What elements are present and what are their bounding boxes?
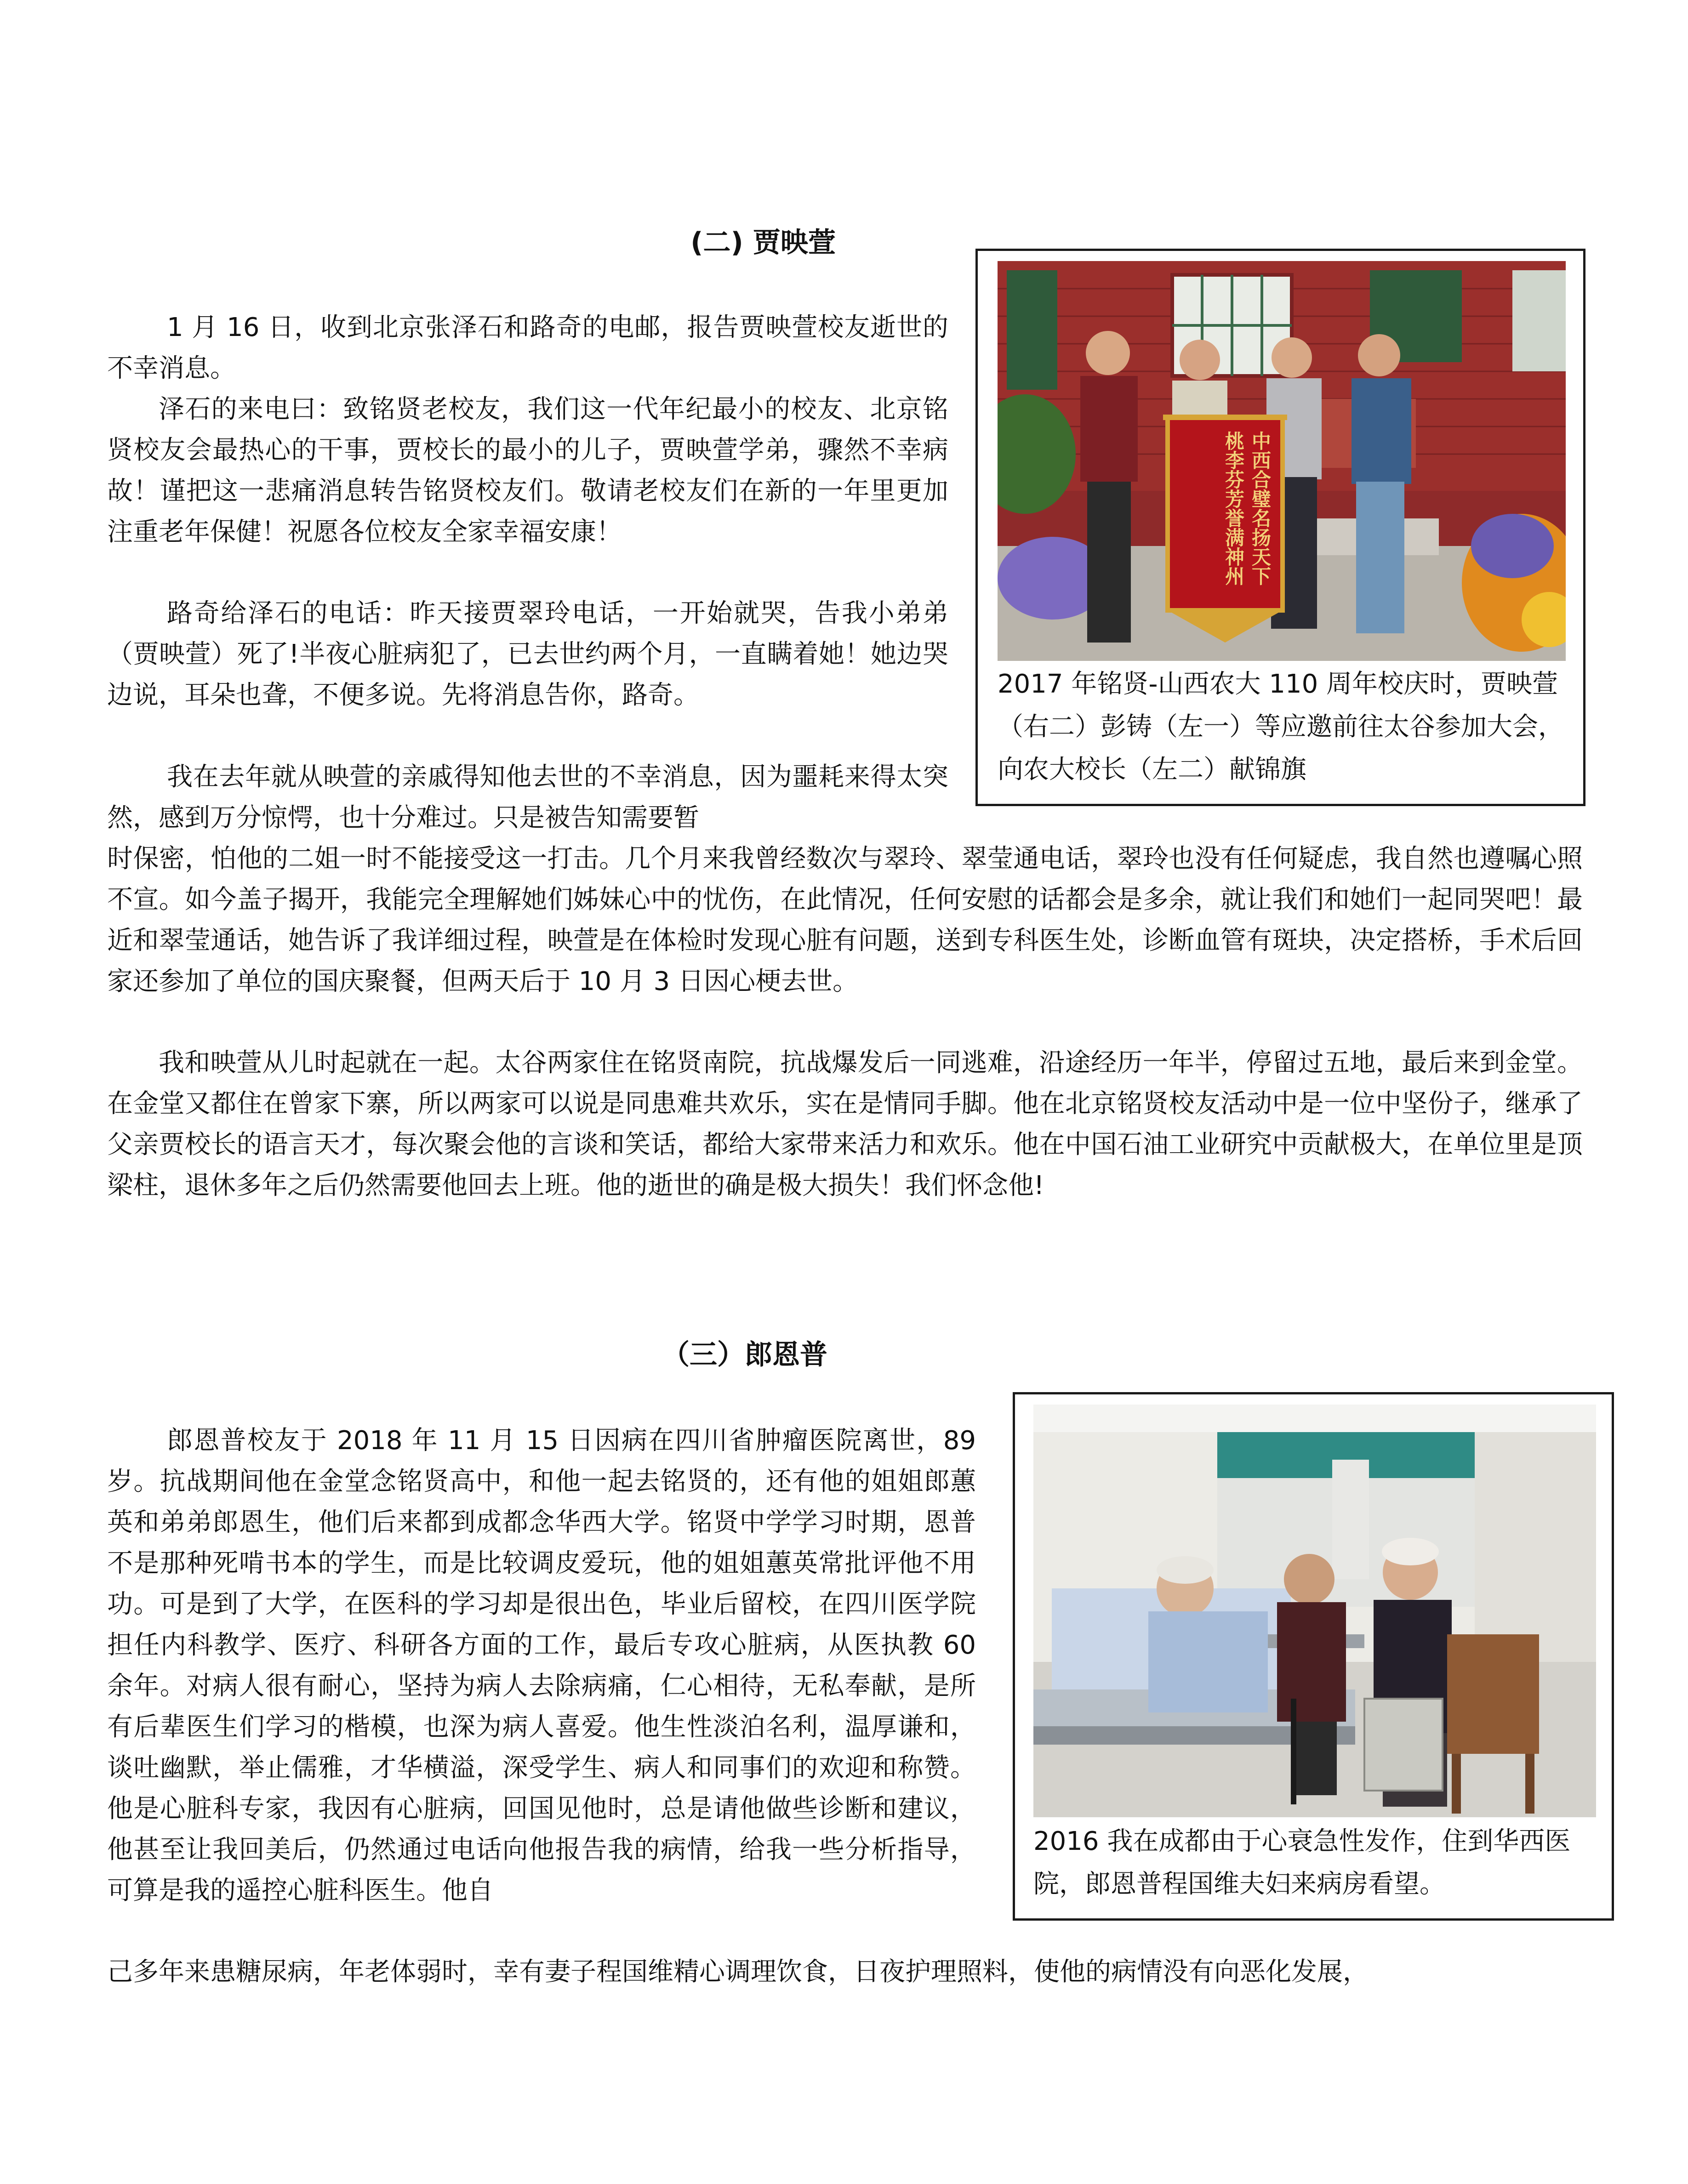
figure-caption: 2017 年铭贤-山西农大 110 周年校庆时，贾映萱（右二）彭铸（左一）等应邀前往太谷参加大会，向农大校长（左二）献锦旗 [998,669,1564,785]
figure-banner-photo [975,249,1585,806]
paragraph: 路奇给泽石的电话：昨天接贾翠玲电话，一开始就哭，告我小弟弟（贾映萱）死了!半夜心脏病犯了，已去世约两个月，一直瞒着她！她边哭边说，耳朵也聋，不便多说。先将消息告你，路奇。 [107,598,948,710]
section-heading-jia-yingxuan: (二) 贾映萱 [690,227,836,259]
paragraph: 1 月 16 日，收到北京张泽石和路奇的电邮，报告贾映萱校友逝世的不幸消息。 [107,313,948,383]
section-heading-lang-enpu: （三）郎恩普 [662,1339,827,1371]
paragraph: 己多年来患糖尿病，年老体弱时，幸有妻子程国维精心调理饮食，日夜护理照料，使他的病情没有向恶化发展， [107,1957,1369,1987]
photo-banner-presentation [998,261,1566,661]
paragraph: 郎恩普校友于 2018 年 11 月 15 日因病在四川省肿瘤医院离世，89 岁。抗战期间他在金堂念铭贤高中，和他一起去铭贤的，还有他的姐姐郎蕙英和弟弟郎恩生，他们后来都到成都念华西大学。铭贤中学学习时期，恩普不是那种死啃书本的学生，而是比较调皮爱玩，他的姐姐蕙英常批评他不用功。可是到了大学，在医科的学习却是很出色，毕业后留校，在四川医学院担任内科教学、医疗、科研各方面的工作，最后专攻心脏病，从医执教 60 余年。对病人很有耐心，坚持为病人去除病痛，仁心相待，无私奉献，是所有后辈医生们学习的楷模，也深为病人喜爱。他生性淡泊名利，温厚谦和，谈吐幽默，举止儒雅，才华横溢，深受学生、病人和同事们的欢迎和称赞。他是心脏科专家，我因有心脏病，回国见他时，总是请他做些诊断和建议，他甚至让我回美后，仍然通过电话向他报告我的病情，给我一些分析指导，可算是我的遥控心脏科医生。他自 [107,1426,976,1905]
paragraph: 时保密，怕他的二姐一时不能接受这一打击。几个月来我曾经数次与翠玲、翠莹通电话，翠玲也没有任何疑虑，我自然也遵嘱心照不宣。如今盖子揭开，我能完全理解她们姊妹心中的忧伤，在此情况，任何安慰的话都会是多余，就让我们和她们一起同哭吧！最近和翠莹通话，她告诉了我详细过程，映萱是在体检时发现心脏有问题，送到专科医生处，诊断血管有斑块，决定搭桥，手术后回家还参加了单位的国庆聚餐，但两天后于 10 月 3 日因心梗去世。 [107,844,1583,996]
banner-text: 中西合璧名扬天下 桃李芬芳誉满神州 [1222,431,1272,586]
paragraph: 我和映萱从儿时起就在一起。太谷两家住在铭贤南院，抗战爆发后一同逃难，沿途经历一年半，停留过五地，最后来到金堂。在金堂又都住在曾家下寨，所以两家可以说是同患难共欢乐，实在是情同手脚。他在北京铭贤校友活动中是一位中坚份子，继承了父亲贾校长的语言天才，每次聚会他的言谈和笑话，都给大家带来活力和欢乐。他在中国石油工业研究中贡献极大，在单位里是顶梁柱，退休多年之后仍然需要他回去上班。他的逝世的确是极大损失！我们怀念他! [107,1048,1583,1200]
figure-caption: 2016 我在成都由于心衰急性发作，住到华西医院，郎恩普程国维夫妇来病房看望。 [1033,1826,1571,1899]
figure-hospital-photo [1013,1392,1614,1921]
paragraph: 我在去年就从映萱的亲戚得知他去世的不幸消息，因为噩耗来得太突然，感到万分惊愕，也十分难过。只是被告知需要暂 [107,762,948,833]
photo-hospital-visit [1033,1405,1596,1817]
paragraph: 泽石的来电曰：致铭贤老校友，我们这一代年纪最小的校友、北京铭贤校友会最热心的干事，贾校长的最小的儿子，贾映萱学弟，骤然不幸病故！谨把这一悲痛消息转告铭贤校友们。敬请老校友们在新的一年里更加注重老年保健！祝愿各位校友全家幸福安康！ [107,394,948,547]
